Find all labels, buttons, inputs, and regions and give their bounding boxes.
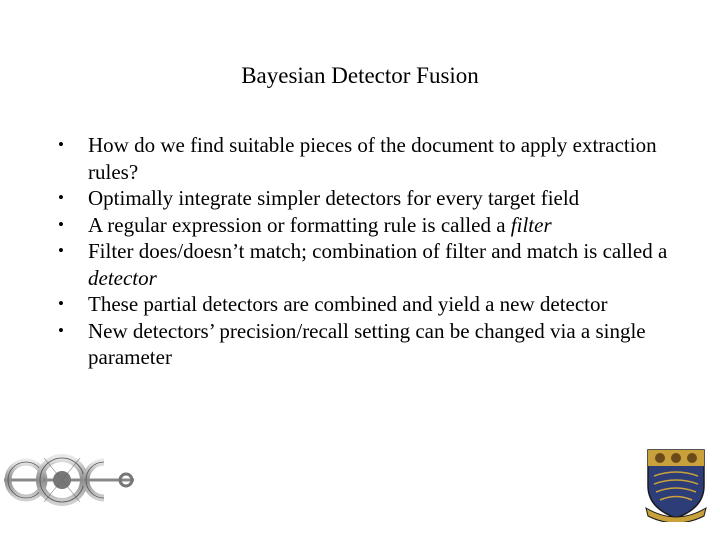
bullet-emphasis: detector bbox=[88, 265, 157, 290]
bullet-icon: • bbox=[58, 294, 64, 313]
bullet-item bbox=[58, 318, 678, 371]
bullet-item bbox=[58, 291, 678, 318]
bullet-text: New detectors’ precision/recall setting can be changed via a single parameter bbox=[88, 318, 646, 369]
bullet-text: Optimally integrate simpler detectors for every target field bbox=[88, 186, 580, 210]
university-crest-icon bbox=[644, 446, 708, 522]
bullet-item bbox=[58, 185, 678, 212]
bullet-list bbox=[58, 132, 678, 371]
bullet-item bbox=[58, 212, 678, 239]
bullet-icon: • bbox=[58, 188, 64, 207]
bullet-icon: • bbox=[58, 214, 64, 234]
bullet-emphasis: filter bbox=[510, 212, 552, 237]
bullet-text: How do we find suitable pieces of the document to apply extraction rules? bbox=[88, 133, 657, 184]
bullet-icon: • bbox=[58, 135, 64, 154]
bullet-text: A regular expression or formatting rule is called a bbox=[88, 212, 511, 237]
bullet-item bbox=[58, 132, 678, 185]
bullet-text: These partial detectors are combined and yield a new detector bbox=[88, 292, 608, 316]
coe-logo-icon bbox=[4, 452, 136, 508]
bullet-text: Filter does/doesn’t match; combination of filter and match is called a bbox=[88, 239, 668, 263]
bullet-icon: • bbox=[58, 320, 64, 340]
bullet-item bbox=[58, 238, 678, 291]
slide-title: Bayesian Detector Fusion bbox=[241, 63, 479, 88]
bullet-icon: • bbox=[58, 241, 64, 260]
